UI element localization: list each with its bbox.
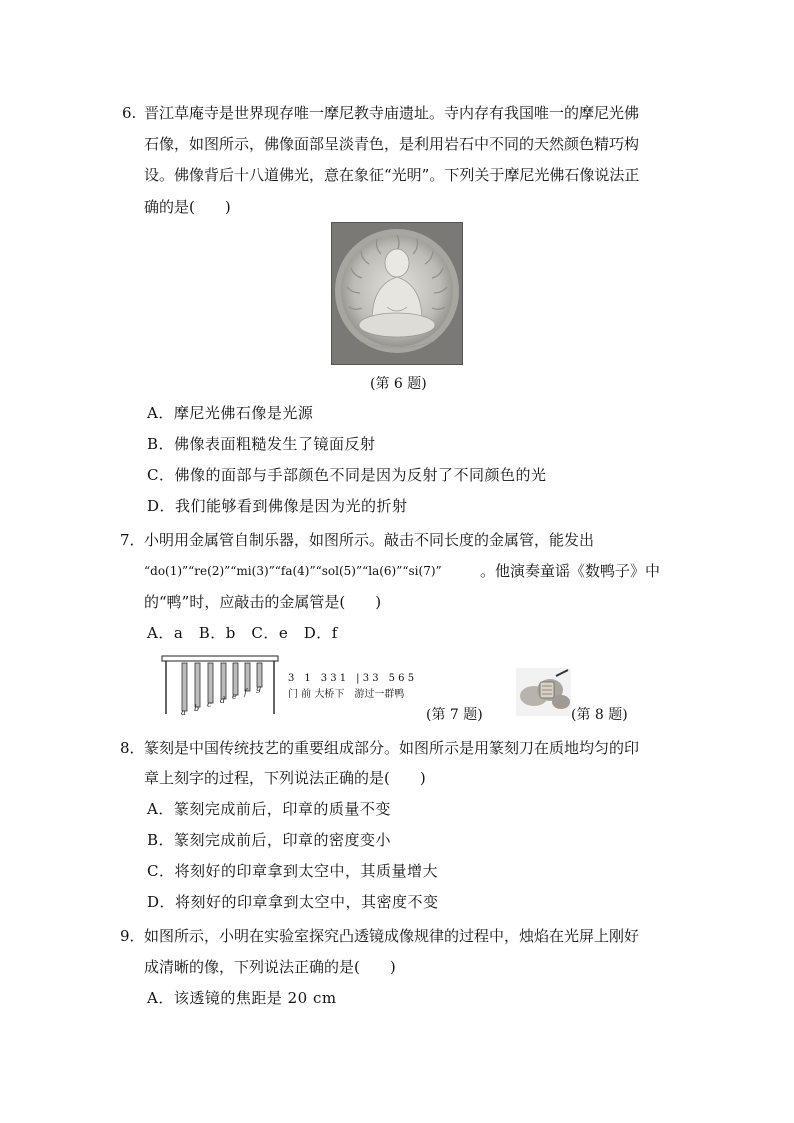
question-8-option-b: B．篆刻完成前后，印章的密度变小 — [147, 831, 392, 849]
pipe-label-f: f — [244, 688, 247, 697]
metal-pipe-chimes-figure — [160, 654, 280, 716]
question-7-stem-line1: 小明用金属管自制乐器，如图所示。敲击不同长度的金属管，能发出 — [144, 531, 595, 549]
question-7-stem-line2-notes: “do(1)”“re(2)”“mi(3)”“fa(4)”“sol(5)”“la(6)”“si(7)” — [144, 564, 442, 578]
question-6-number: 6. — [122, 104, 137, 122]
question-8-stem-line2: 章上刻字的过程，下列说法正确的是( ) — [144, 769, 426, 787]
question-9-number: 9． — [120, 927, 145, 945]
figure-7-caption: (第 7 题) — [426, 707, 483, 723]
pipe-label-b: b — [194, 704, 200, 713]
question-8-stem-line1: 篆刻是中国传统技艺的重要组成部分。如图所示是用篆刻刀在质地均匀的印 — [144, 739, 640, 757]
question-6-option-b: B．佛像表面粗糙发生了镜面反射 — [147, 435, 376, 453]
question-6-stem-line4: 确的是( ) — [144, 198, 231, 216]
question-8-option-d: D．将刻好的印章拿到太空中，其密度不变 — [147, 893, 439, 911]
question-6-option-c: C．佛像的面部与手部颜色不同是因为反射了不同颜色的光 — [147, 466, 547, 484]
pipe-label-a: a — [181, 708, 186, 716]
question-7-stem-line3: 的“鸭”时，应敲击的金属管是( ) — [144, 593, 382, 611]
pipe-label-e: e — [232, 692, 237, 701]
question-6-option-d: D．我们能够看到佛像是因为光的折射 — [147, 497, 408, 515]
question-6-stem-line3: 设。佛像背后十八道佛光，意在象征“光明”。下列关于摩尼光佛石像说法正 — [144, 166, 640, 184]
question-7-stem-line2-text: 。他演奏童谣《数鸭子》中 — [480, 562, 661, 580]
question-9-option-a: A．该透镜的焦距是 20 cm — [147, 989, 337, 1007]
figure-6-caption: (第 6 题) — [370, 376, 427, 392]
question-7-options: A．a B．b C．e D．f — [147, 624, 338, 642]
question-6-stem-line1: 晋江草庵寺是世界现存唯一摩尼教寺庙遗址。寺内存有我国唯一的摩尼光佛 — [144, 104, 640, 122]
question-6-option-a: A．摩尼光佛石像是光源 — [147, 404, 314, 422]
question-7-number: 7． — [120, 531, 145, 549]
question-9-stem-line1: 如图所示，小明在实验室探究凸透镜成像规律的过程中，烛焰在光屏上刚好 — [144, 927, 640, 945]
question-8-option-c: C．将刻好的印章拿到太空中，其质量增大 — [147, 862, 438, 880]
pipe-label-c: c — [207, 700, 212, 709]
music-score-notes: 3 1 3 3 1 | 3 3 5 6 5 — [288, 673, 415, 684]
pipe-label-g: g — [256, 684, 262, 693]
question-8-option-a: A．篆刻完成前后，印章的质量不变 — [147, 800, 391, 818]
pipe-label-d: d — [220, 696, 226, 705]
question-6-stem-line2: 石像，如图所示，佛像面部呈淡青色，是利用岩石中不同的天然颜色精巧构 — [144, 135, 640, 153]
question-8-number: 8． — [120, 739, 145, 757]
figure-8-caption: (第 8 题) — [571, 707, 628, 723]
music-score-lyrics: 门 前 大桥下 游过一群鸭 — [288, 689, 405, 700]
seal-carving-image — [516, 668, 571, 716]
question-9-stem-line2: 成清晰的像，下列说法正确的是( ) — [144, 958, 396, 976]
buddha-statue-image — [331, 222, 463, 365]
